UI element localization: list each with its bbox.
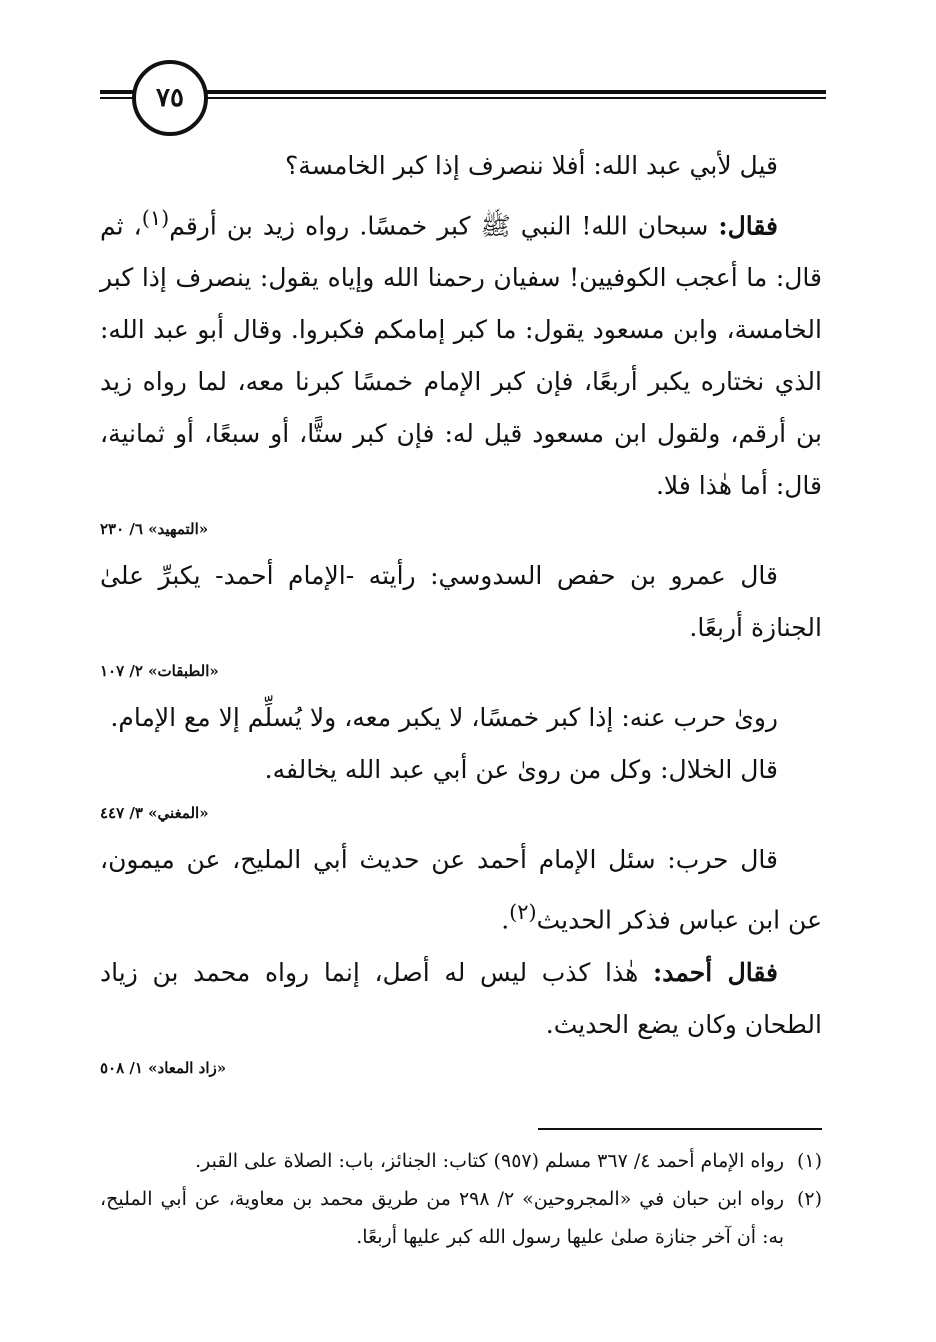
footnote-text: رواه ابن حبان في «المجروحين» ٢/ ٢٩٨ من طريق محمد بن معاوية، عن أبي المليح، به: أن آخر جنازة صلىٰ عليها رسول الله كبر عليها أربعًا. [100,1188,784,1248]
source-citation-3: «المغني» ٣/ ٤٤٧ [100,804,209,823]
paragraph-khallal: قال الخلال: وكل من روىٰ عن أبي عبد الله يخالفه. [264,755,778,785]
paragraph-harb-question [100,834,822,946]
harb-question-text: قال حرب: سئل الإمام أحمد عن حديث أبي المليح، عن ميمون، عن ابن عباس فذكر الحديث [100,845,822,935]
paragraph-amr: قال عمرو بن حفص السدوسي: رأيته -الإمام أحمد- يكبرِّ علىٰ الجنازة أربعًا. [100,561,822,643]
page-number: ٧٥ [132,60,208,136]
header-rule-thick [100,90,826,94]
footnote-ref-2[interactable]: (٢) [509,900,537,925]
footnote-divider [538,1128,822,1130]
answer-text-cont: ، ثم قال: ما أعجب الكوفيين! سفيان رحمنا الله وإياه يقول: ينصرف إذا كبر الخامسة، وابن مسعود يقول: ما كبر إمامكم فكبروا. وقال أبو عبد الله: الذي نختاره يكبر أربعًا، فإن كبر الإمام خمسًا كبرنا معه، لما رواه زيد بن أرقم، ولقول ابن مسعود قيل له: فإن كبر ستًّا، أو سبعًا، أو ثمانية، قال: أما هٰذا فلا. [100,211,822,501]
main-text [100,140,822,1089]
footnote-number: (٢) [796,1188,822,1210]
paragraph-harb: رویٰ حرب عنه: إذا كبر خمسًا، لا يكبر معه، ولا يُسلِّم إلا مع الإمام. [110,703,778,733]
source-citation-1: «التمهيد» ٦/ ٢٣٠ [100,520,209,539]
speaker-label-ahmad: فقال أحمد: [652,957,778,987]
footnotes [100,1142,822,1256]
source-citation-4: «زاد المعاد» ١/ ٥٠٨ [100,1058,227,1077]
footnote-number: (١) [796,1150,822,1172]
footnote-text: رواه الإمام أحمد ٤/ ٣٦٧ مسلم (٩٥٧) كتاب: الجنائز، باب: الصلاة على القبر. [195,1150,784,1172]
footnote-2 [100,1180,822,1256]
header-rule-thin [100,97,826,99]
footnote-1 [100,1142,822,1180]
speaker-label: فقال: [718,211,778,241]
page-header [100,52,826,132]
paragraph-answer [100,192,822,512]
harb-question-end: . [501,905,510,935]
paragraph-question: قيل لأبي عبد الله: أفلا ننصرف إذا كبر الخامسة؟ [285,151,778,180]
source-citation-2: «الطبقات» ٢/ ١٠٧ [100,662,219,681]
ahmad-answer-text: هٰذا كذب ليس له أصل، إنما رواه محمد بن زياد الطحان وكان يضع الحديث. [100,957,822,1039]
answer-text: سبحان الله! النبي ﷺ كبر خمسًا. رواه زيد بن أرقم [169,211,719,241]
footnote-ref-1[interactable]: (١) [141,206,170,230]
paragraph-ahmad-answer [100,947,822,1051]
